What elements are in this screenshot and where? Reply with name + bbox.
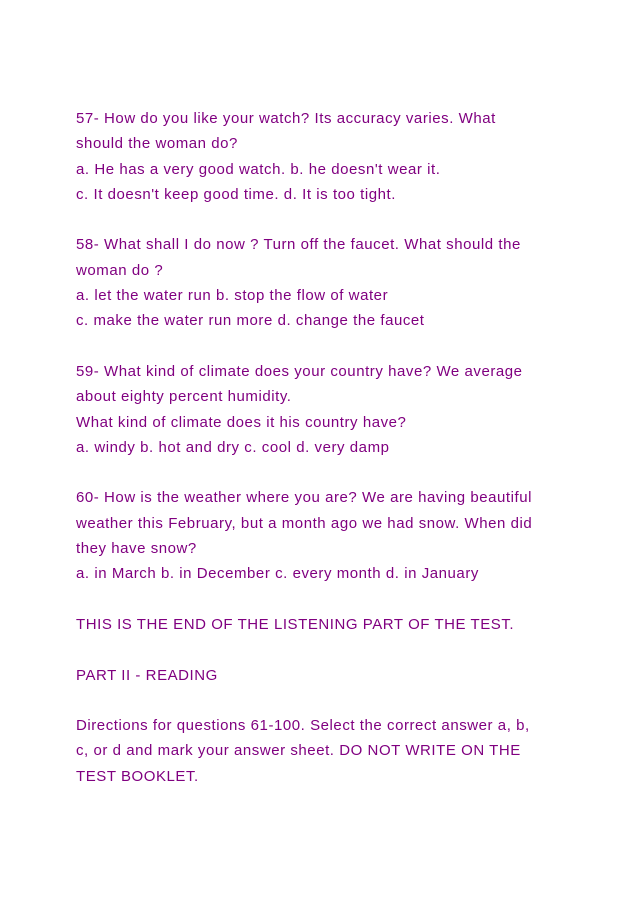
question-text-line: 60- How is the weather where you are? We are having beautiful (76, 489, 533, 507)
question-text-line: 58- What shall I do now ? Turn off the faucet. What should the (76, 236, 521, 254)
question-text-line: What kind of climate does it his country have? (76, 413, 407, 431)
directions-line: TEST BOOKLET. (76, 767, 199, 785)
directions-paragraph (76, 713, 576, 789)
spacer (76, 207, 576, 232)
question-text-line: woman do ? (76, 261, 164, 279)
answer-options-line: a. windy b. hot and dry c. cool d. very damp (76, 438, 390, 456)
directions-line: c, or d and mark your answer sheet. DO NOT WRITE ON THE (76, 742, 521, 760)
spacer (76, 460, 576, 485)
question-58 (76, 232, 576, 333)
question-59 (76, 359, 576, 460)
answer-options-line: a. let the water run b. stop the flow of water (76, 287, 389, 305)
question-60 (76, 485, 576, 586)
answer-options-line: a. in March b. in December c. every month d. in January (76, 565, 479, 583)
question-text-line: should the woman do? (76, 135, 238, 153)
question-text-line: about eighty percent humidity. (76, 388, 292, 406)
question-text-line: they have snow? (76, 540, 197, 558)
question-text-line: 59- What kind of climate does your country have? We average (76, 362, 523, 380)
spacer (76, 334, 576, 359)
end-of-listening-notice: THIS IS THE END OF THE LISTENING PART OF THE TEST. (76, 615, 515, 633)
part-heading: PART II - READING (76, 666, 218, 684)
spacer (76, 587, 576, 612)
spacer (76, 688, 576, 713)
document-page (76, 106, 576, 789)
answer-options-line: c. make the water run more d. change the faucet (76, 312, 425, 330)
question-57 (76, 106, 576, 207)
answer-options-line: a. He has a very good watch. b. he doesn't wear it. (76, 160, 441, 178)
question-text-line: weather this February, but a month ago we had snow. When did (76, 514, 533, 532)
question-text-line: 57- How do you like your watch? Its accuracy varies. What (76, 110, 496, 127)
directions-line: Directions for questions 61-100. Select the correct answer a, b, (76, 717, 530, 735)
spacer (76, 637, 576, 662)
answer-options-line: c. It doesn't keep good time. d. It is too tight. (76, 185, 396, 203)
